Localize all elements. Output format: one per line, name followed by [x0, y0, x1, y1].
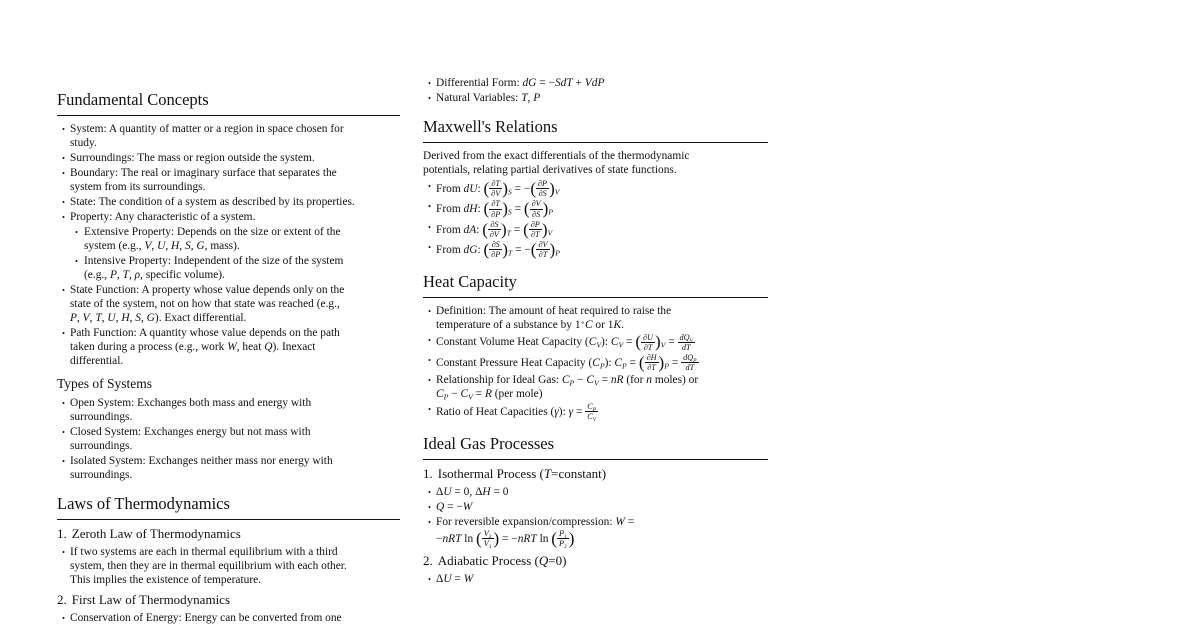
- bullet-item: [423, 485, 768, 499]
- bullet-text: State: The condition of a system as described by its properties.: [70, 196, 355, 208]
- bullet-text: Closed System: Exchanges energy but not mass with surroundings.: [70, 426, 311, 452]
- item-number: 1.: [57, 526, 67, 541]
- item-text: Adiabatic Process (Q=0): [437, 553, 567, 568]
- bullet-text: From dG: ( $\frac{\partial S}{\partial P}$ )$_T$ = −( $\frac{\partial V}{\partial T}$ )$_P$: [436, 240, 560, 260]
- right-column: [423, 0, 768, 626]
- bullet-text: From dU: ( $\frac{\partial T}{\partial V}$ )$_S$ = −( $\frac{\partial P}{\partial S}$ )$_V$: [436, 178, 560, 199]
- bullet-item: [423, 220, 768, 239]
- left-column: [57, 0, 400, 626]
- bullet-item: [57, 225, 400, 253]
- bullet-text: Differential Form: dG = −SdT + VdP: [436, 77, 605, 89]
- bullet-item: [423, 373, 768, 401]
- bullet-item: [423, 515, 768, 548]
- item-number: 2.: [57, 592, 67, 607]
- bullet-item: [423, 500, 768, 514]
- paragraph: Derived from the exact differentials of the thermodynamic potentials, relating partial derivatives of state functions.: [423, 150, 690, 176]
- bullet-item: [423, 91, 768, 105]
- bullet-text: Surroundings: The mass or region outside the system.: [70, 152, 315, 164]
- bullet-text: State Function: A property whose value depends only on the state of the system, not on how that state was reached (e.g., P, V, T, U, H, S, G). Exact differential.: [70, 284, 345, 324]
- item-text: First Law of Thermodynamics: [71, 592, 231, 607]
- bullet-item: [423, 572, 768, 586]
- bullet-text: Ratio of Heat Capacities (γ): γ = $\frac{C_P}{C_V}$: [436, 402, 597, 424]
- bullet-item: [57, 283, 400, 325]
- bullet-item: [423, 76, 768, 90]
- bullet-item: [423, 304, 768, 332]
- bullet-text: From dH: ( $\frac{\partial T}{\partial P}$ )$_S$ = ( $\frac{\partial V}{\partial S}$ )$_P$: [436, 199, 554, 219]
- bullet-text: ΔU = 0, ΔH = 0: [436, 485, 509, 498]
- bullet-text: Property: Any characteristic of a system.: [70, 211, 256, 223]
- bullet-item: [57, 545, 400, 587]
- bullet-text: Definition: The amount of heat required to raise the temperature of a substance by 1∘C or 1K.: [436, 304, 672, 331]
- bullet-text: ΔU = W: [436, 573, 474, 585]
- bullet-text: Intensive Property: Independent of the size of the system (e.g., P, T, ρ, specific volume).: [84, 255, 344, 281]
- bullet-item: [57, 454, 400, 482]
- bullet-item: [423, 179, 768, 198]
- bullet-text: System: A quantity of matter or a region in space chosen for study.: [70, 123, 344, 149]
- numbered-item: [423, 553, 768, 568]
- bullet-text: Conservation of Energy: Energy can be converted from one: [70, 612, 342, 624]
- heading-maxwell-s-relations: Maxwell's Relations: [423, 117, 768, 143]
- bullet-item: [57, 611, 400, 625]
- bullet-item: [57, 210, 400, 224]
- subheading-types-of-systems: Types of Systems: [57, 376, 153, 391]
- bullet-item: [57, 326, 400, 368]
- numbered-item: [423, 466, 768, 481]
- bullet-text: If two systems are each in thermal equilibrium with a third system, then they are in thermal equilibrium with each other. This implies the existence of temperature.: [70, 546, 347, 586]
- numbered-item: [57, 592, 400, 607]
- bullet-item: [57, 151, 400, 165]
- heading-heat-capacity: Heat Capacity: [423, 272, 768, 298]
- bullet-text: Constant Pressure Heat Capacity $(C_P)$: $C_P$ = ( $\frac{\partial H}{\partial T}$ )$_P$ = $\frac{dQ_P}{dT}$: [436, 352, 697, 373]
- bullet-text: Open System: Exchanges both mass and energy with surroundings.: [70, 397, 312, 423]
- bullet-text: Boundary: The real or imaginary surface that separates the system from its surroundings.: [70, 167, 337, 193]
- heading-fundamental-concepts: Fundamental Concepts: [57, 90, 400, 116]
- bullet-item: [423, 199, 768, 218]
- bullet-item: [423, 333, 768, 352]
- item-number: 2.: [423, 553, 433, 568]
- heading-laws-of-thermodynamics: Laws of Thermodynamics: [57, 494, 400, 520]
- bullet-text: Relationship for Ideal Gas: $C_P - C_V$ = nR (for n moles) or $C_P - C_V = R$ (per mole): [436, 374, 699, 402]
- numbered-item: [57, 526, 400, 541]
- bullet-item: [423, 402, 768, 424]
- item-text: Zeroth Law of Thermodynamics: [71, 526, 241, 541]
- bullet-text: Q = −W: [436, 500, 473, 513]
- bullet-item: [57, 195, 400, 209]
- bullet-item: [57, 166, 400, 194]
- bullet-text: Natural Variables: T, P: [436, 92, 541, 104]
- item-number: 1.: [423, 465, 433, 481]
- bullet-text: Isolated System: Exchanges neither mass nor energy with surroundings.: [70, 455, 333, 481]
- bullet-item: [57, 122, 400, 150]
- bullet-item: [423, 353, 768, 372]
- heading-ideal-gas-processes: Ideal Gas Processes: [423, 434, 768, 460]
- bullet-text: Constant Volume Heat Capacity $(C_V)$: $C_V$ = ( $\frac{\partial U}{\partial T}$ )$_V$ = $\frac{dQ_V}{dT}$: [436, 332, 693, 352]
- bullet-text: Extensive Property: Depends on the size or extent of the system (e.g., V, U, H, S, G, mass).: [84, 226, 341, 252]
- item-text: Isothermal Process (T=constant): [437, 465, 607, 481]
- bullet-item: [57, 425, 400, 453]
- bullet-item: [57, 396, 400, 424]
- bullet-item: [57, 254, 400, 282]
- bullet-text: For reversible expansion/compression: W = −nRT ln ( $\frac{V_2}{V_1}$ ) = −nRT ln ( $\frac{P_1}{P_2}$ ): [436, 515, 635, 550]
- bullet-item: [423, 240, 768, 259]
- bullet-text: Path Function: A quantity whose value depends on the path taken during a process (e.g., work W, heat Q). Inexact differential.: [70, 327, 340, 367]
- bullet-text: From dA: ( $\frac{\partial S}{\partial V}$ )$_T$ = ( $\frac{\partial P}{\partial T}$ )$_V$: [436, 219, 553, 239]
